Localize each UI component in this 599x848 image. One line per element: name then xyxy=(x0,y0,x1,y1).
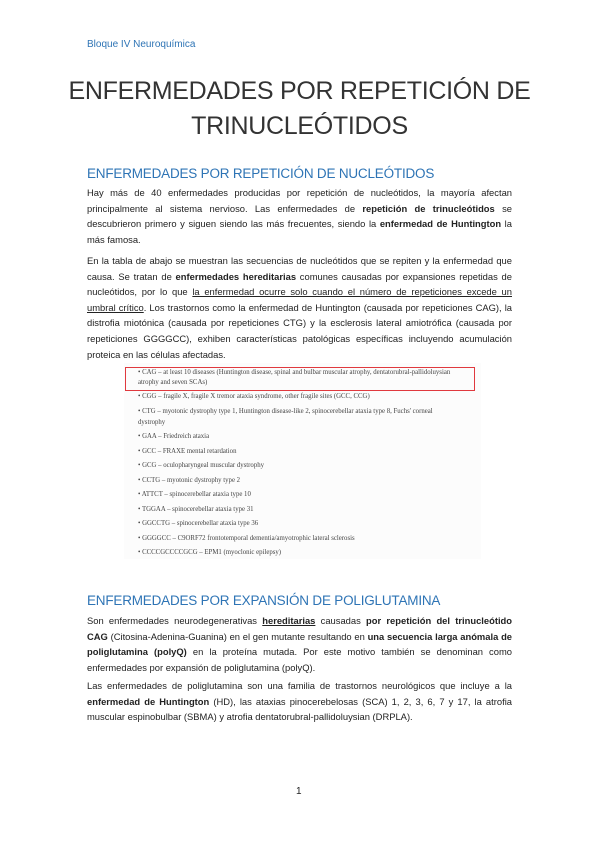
figure-line: • CCTG – myotonic dystrophy type 2 xyxy=(138,477,241,484)
figure-line: • CGG – fragile X, fragile X tremor ataxia syndrome, other fragile sites (GCC, CCG) xyxy=(138,393,370,400)
title-line-1: ENFERMEDADES POR REPETICIÓN DE xyxy=(68,77,531,105)
figure-line: • TGGAA – spinocerebellar ataxia type 31 xyxy=(138,506,254,513)
paragraph-table-description xyxy=(87,253,512,362)
text-run: (HD), las ataxias pinocerebelosas (SCA) 1, 2, 3, 6, 7 y 17, la atrofia muscular espinobulbar (SBMA) y atrofia dentatorubral-pallidoluysian (DRPLA). xyxy=(87,695,512,723)
bold-term: una secuencia larga anómala de poliglutamina (polyQ) xyxy=(87,630,513,658)
document-title xyxy=(60,74,539,144)
paragraph-polyq-family xyxy=(87,678,512,725)
text-run: Son enfermedades neurodegenerativas xyxy=(87,615,263,626)
figure-line: • GGGGCC – C9ORF72 frontotemporal dementia/amyotrophic lateral sclerosis xyxy=(138,535,355,542)
bold-term: enfermedad de Huntington xyxy=(87,695,210,707)
bold-term: por repetición del trinucleótido CAG xyxy=(87,615,513,642)
text-run: en la proteína mutada. Por este motivo también se denominan como enfermedades por expansión de poliglutamina (polyQ). xyxy=(87,646,512,673)
figure-line: • CTG – myotonic dystrophy type 1, Huntington disease-like 2, spinocerebellar ataxia type 8, Fuchs' corneal xyxy=(138,408,433,415)
underlined-text: la enfermedad ocurre solo cuando el número de repeticiones excede un umbral crítico xyxy=(87,286,512,313)
title-line-2: TRINUCLEÓTIDOS xyxy=(191,112,408,140)
text-run: Hay más de 40 enfermedades producidas por repetición de nucleótidos, la mayoría afectan principalmente al sistema nervioso. Las enfermedades de xyxy=(87,187,512,214)
text-run: Las enfermedades de poliglutamina son una familia de trastornos neurológicos que incluye a la xyxy=(87,680,512,691)
text-run: se descubrieron primero y siguen siendo las más frecuentes, siendo la xyxy=(87,202,512,230)
text-run: comunes causadas por expansiones repetidas de nucleótidos, por lo que xyxy=(87,270,512,298)
running-header: Bloque IV Neuroquímica xyxy=(87,39,196,50)
repeat-diseases-figure xyxy=(124,363,481,559)
text-run: . Los trastornos como la enfermedad de Huntington (causada por repeticiones CAG), la distrofia miotónica (causada por repeticiones CTG) y la esclerosis lateral amiotrófica (causada por repeticiones GGGGCC), exhiben características patológicas específicas incluyendo acumulación proteica en las células afectadas. xyxy=(87,301,512,360)
figure-line: • GGCCTG – spinocerebellar ataxia type 36 xyxy=(138,520,259,527)
figure-line: • ATTCT – spinocerebellar ataxia type 10 xyxy=(138,491,251,498)
bold-underlined-term: hereditarias xyxy=(262,615,316,626)
section-heading-nucleotidos: ENFERMEDADES POR REPETICIÓN DE NUCLEÓTIDOS xyxy=(87,166,435,181)
paragraph-intro xyxy=(87,185,512,247)
section-heading-poliglutamina: ENFERMEDADES POR EXPANSIÓN DE POLIGLUTAMINA xyxy=(87,593,441,608)
figure-line: atrophy and seven SCAs) xyxy=(138,379,208,386)
figure-line: • CCCCGCCCCGCG – EPM1 (myoclonic epilepsy) xyxy=(138,549,282,556)
figure-line: • GCC – FRAXE mental retardation xyxy=(138,448,237,455)
figure-line: • GAA – Friedreich ataxia xyxy=(138,433,210,440)
figure-line: dystrophy xyxy=(138,419,166,426)
bold-term: enfermedad de Huntington xyxy=(379,218,502,230)
bold-term: repetición de trinucleótidos xyxy=(362,202,495,214)
text-run: En la tabla de abajo se muestran las secuencias de nucleótidos que se repiten y la enfermedad que causa. Se tratan de xyxy=(87,255,512,282)
text-run: causadas xyxy=(315,615,367,626)
bold-term: enfermedades hereditarias xyxy=(175,270,297,282)
text-run: (Citosina-Adenina-Guanina) en el gen mutante resultando en xyxy=(107,630,368,642)
figure-line: • CAG – at least 10 diseases (Huntington disease, spinal and bulbar muscular atrophy, dentatorubral-pallidoluysian xyxy=(138,369,451,376)
text-run: la más famosa. xyxy=(87,218,512,245)
figure-line: • GCG – oculopharyngeal muscular dystrophy xyxy=(138,462,265,469)
paragraph-polyq-definition xyxy=(87,613,512,675)
page-number: 1 xyxy=(296,786,302,797)
